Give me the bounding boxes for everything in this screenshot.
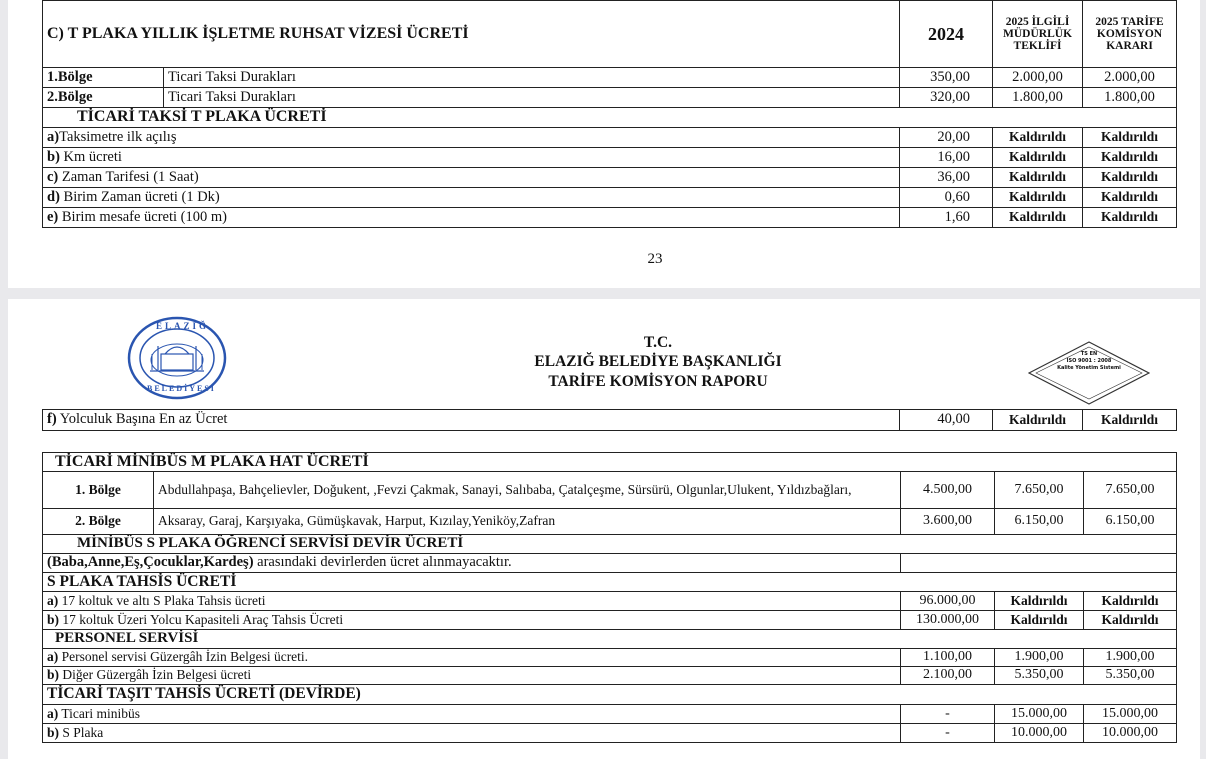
item-cell: a)Taksimetre ilk açılış	[43, 128, 900, 148]
value-2025-karar: 1.800,00	[1083, 88, 1177, 108]
value-2025-teklif: Kaldırıldı	[993, 208, 1083, 228]
item-cell: a) 17 koltuk ve altı S Plaka Tahsis ücreti	[43, 592, 901, 611]
minibus-tarife-table	[42, 452, 1177, 743]
row-f-table	[42, 409, 1177, 431]
value-2025-teklif: Kaldırıldı	[995, 611, 1084, 630]
value-2024: 96.000,00	[901, 592, 995, 611]
table-row	[43, 705, 1177, 724]
ogrenci-note: (Baba,Anne,Eş,Çocuklar,Kardeş) arasındaki devirlerden ücret alınmayacaktır.	[43, 554, 901, 573]
value-2024: 130.000,00	[901, 611, 995, 630]
tasit-section-title: TİCARİ TAŞIT TAHSİS ÜCRETİ (DEVİRDE)	[43, 685, 1177, 705]
value-2025-teklif: 5.350,00	[995, 667, 1084, 685]
value-2025-karar: 5.350,00	[1084, 667, 1177, 685]
value-2025-teklif: 7.650,00	[995, 472, 1084, 509]
value-2024: 3.600,00	[901, 509, 995, 535]
value-2025-teklif: 15.000,00	[995, 705, 1084, 724]
item-cell: e) Birim mesafe ücreti (100 m)	[43, 208, 900, 228]
region-label: 2.Bölge	[43, 88, 164, 108]
item-cell: b) 17 koltuk Üzeri Yolcu Kapasiteli Araç Tahsis Ücreti	[43, 611, 901, 630]
iso-text: TS EN ISO 9001 : 2008 Kalite Yönetim Sistemi	[1057, 351, 1121, 371]
section-c-title: C) T PLAKA YILLIK İŞLETME RUHSAT VİZESİ ÜCRETİ	[43, 1, 900, 68]
region-desc: Aksaray, Garaj, Karşıyaka, Gümüşkavak, Harput, Kızılay,Yeniköy,Zafran	[154, 509, 901, 535]
tasit-section-row	[43, 685, 1177, 705]
empty-cell	[901, 554, 1177, 573]
tahsis-section-row	[43, 573, 1177, 592]
ogrenci-section-row	[43, 535, 1177, 554]
value-2025-karar: 6.150,00	[1084, 509, 1177, 535]
taksi-section-row	[43, 108, 1177, 128]
value-2025-karar: Kaldırıldı	[1083, 148, 1177, 168]
personel-section-row	[43, 630, 1177, 649]
region-label: 2. Bölge	[43, 509, 154, 535]
table-row	[43, 168, 1177, 188]
value-2025-teklif: 6.150,00	[995, 509, 1084, 535]
value-2024: 4.500,00	[901, 472, 995, 509]
value-2024: 1,60	[900, 208, 993, 228]
document-page-24	[8, 299, 1200, 759]
value-2025-karar: Kaldırıldı	[1084, 611, 1177, 630]
table-row	[43, 68, 1177, 88]
table-row	[43, 410, 1177, 431]
region-desc: Abdullahpaşa, Bahçelievler, Doğukent, ,Fevzi Çakmak, Sanayi, Salıbaba, Çatalçeşme, Sürsürü, Olgunlar,Ulukent, Yıldızbağları,	[154, 472, 901, 509]
value-2025-teklif: Kaldırıldı	[995, 592, 1084, 611]
report-header	[448, 333, 868, 391]
value-2025-teklif: Kaldırıldı	[993, 188, 1083, 208]
value-2025-teklif: Kaldırıldı	[993, 410, 1083, 431]
table-row	[43, 611, 1177, 630]
page-number: 23	[647, 251, 663, 267]
item-cell: c) Zaman Tarifesi (1 Saat)	[43, 168, 900, 188]
value-2024: 320,00	[900, 88, 993, 108]
ruhsat-vize-table	[42, 0, 1177, 228]
value-2025-teklif: 1.900,00	[995, 649, 1084, 667]
table-row	[43, 724, 1177, 743]
table-row	[43, 592, 1177, 611]
logo-text-top: ELAZIĞ	[156, 321, 210, 331]
ogrenci-note-row	[43, 554, 1177, 573]
value-2024: 16,00	[900, 148, 993, 168]
region-desc: Ticari Taksi Durakları	[164, 68, 900, 88]
value-2025-teklif: Kaldırıldı	[993, 128, 1083, 148]
value-2025-karar: Kaldırıldı	[1083, 188, 1177, 208]
col-2025-karar-header: 2025 TARİFE KOMİSYON KARARI	[1083, 1, 1177, 68]
table-row	[43, 88, 1177, 108]
value-2024: 1.100,00	[901, 649, 995, 667]
value-2025-karar: 2.000,00	[1083, 68, 1177, 88]
section-c-header-row	[43, 1, 1177, 68]
table-row	[43, 208, 1177, 228]
value-2025-karar: Kaldırıldı	[1083, 168, 1177, 188]
item-cell: b) S Plaka	[43, 724, 901, 743]
header-line-rapor: TARİFE KOMİSYON RAPORU	[548, 372, 768, 390]
minibus-section-title: TİCARİ MİNİBÜS M PLAKA HAT ÜCRETİ	[43, 453, 1177, 472]
value-2025-karar: 7.650,00	[1084, 472, 1177, 509]
value-2024: 2.100,00	[901, 667, 995, 685]
value-2024: -	[901, 724, 995, 743]
table-row	[43, 148, 1177, 168]
value-2024: 40,00	[900, 410, 993, 431]
value-2025-teklif: 2.000,00	[993, 68, 1083, 88]
item-cell: a) Ticari minibüs	[43, 705, 901, 724]
value-2024: -	[901, 705, 995, 724]
item-cell: f) Yolculuk Başına En az Ücret	[43, 410, 900, 431]
col-2024-header: 2024	[900, 1, 993, 68]
value-2025-karar: Kaldırıldı	[1083, 410, 1177, 431]
value-2024: 36,00	[900, 168, 993, 188]
region-desc: Ticari Taksi Durakları	[164, 88, 900, 108]
header-line-belediye: ELAZIĞ BELEDİYE BAŞKANLIĞI	[534, 353, 782, 371]
value-2025-karar: 15.000,00	[1084, 705, 1177, 724]
minibus-section-row	[43, 453, 1177, 472]
value-2024: 0,60	[900, 188, 993, 208]
table-row	[43, 188, 1177, 208]
item-cell: a) Personel servisi Güzergâh İzin Belgesi ücreti.	[43, 649, 901, 667]
taksi-section-title: TİCARİ TAKSİ T PLAKA ÜCRETİ	[43, 108, 1177, 128]
document-page-23	[8, 0, 1200, 288]
region-label: 1.Bölge	[43, 68, 164, 88]
col-2025-teklif-header: 2025 İLGİLİ MÜDÜRLÜK TEKLİFİ	[993, 1, 1083, 68]
table-row	[43, 667, 1177, 685]
value-2025-karar: 10.000,00	[1084, 724, 1177, 743]
tahsis-section-title: S PLAKA TAHSİS ÜCRETİ	[43, 573, 1177, 592]
ogrenci-section-title: MİNİBÜS S PLAKA ÖĞRENCİ SERVİSİ DEVİR ÜCRETİ	[43, 535, 1177, 554]
item-cell: b) Km ücreti	[43, 148, 900, 168]
table-row	[43, 128, 1177, 148]
header-line-tc: T.C.	[643, 334, 673, 351]
table-row	[43, 472, 1177, 509]
value-2025-karar: Kaldırıldı	[1083, 128, 1177, 148]
value-2025-teklif: 1.800,00	[993, 88, 1083, 108]
value-2025-teklif: 10.000,00	[995, 724, 1084, 743]
value-2025-teklif: Kaldırıldı	[993, 168, 1083, 188]
table-row	[43, 649, 1177, 667]
value-2025-karar: Kaldırıldı	[1083, 208, 1177, 228]
personel-section-title: PERSONEL SERVİSİ	[43, 630, 1177, 649]
table-row	[43, 509, 1177, 535]
value-2025-karar: 1.900,00	[1084, 649, 1177, 667]
value-2024: 20,00	[900, 128, 993, 148]
value-2025-karar: Kaldırıldı	[1084, 592, 1177, 611]
logo-text-bottom: BELEDİYESİ	[147, 384, 216, 393]
item-cell: b) Diğer Güzergâh İzin Belgesi ücreti	[43, 667, 901, 685]
item-cell: d) Birim Zaman ücreti (1 Dk)	[43, 188, 900, 208]
value-2024: 350,00	[900, 68, 993, 88]
region-label: 1. Bölge	[43, 472, 154, 509]
value-2025-teklif: Kaldırıldı	[993, 148, 1083, 168]
